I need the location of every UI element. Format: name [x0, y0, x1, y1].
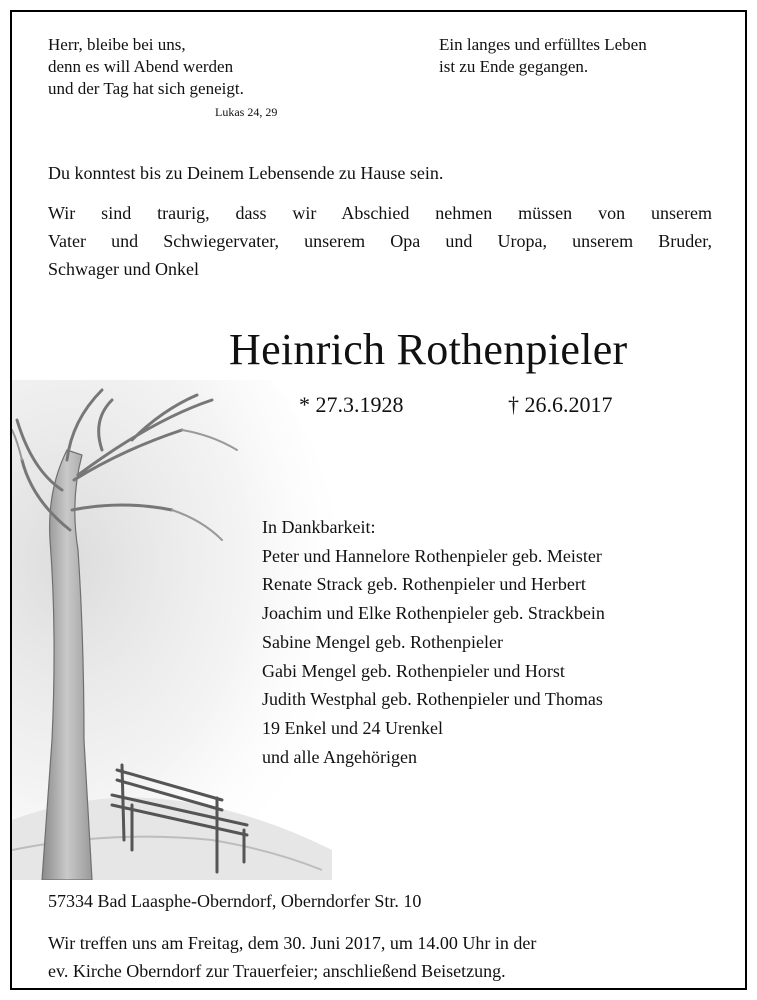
mourners-heading: In Dankbarkeit: [262, 517, 376, 537]
funeral-line: ev. Kirche Oberndorf zur Trauerfeier; anschließend Beisetzung. [48, 961, 506, 981]
mourner-line: und alle Angehörigen [262, 746, 417, 767]
obituary-notice [10, 10, 747, 990]
verse-reference: Lukas 24, 29 [215, 105, 278, 119]
verse-right-line: Ein langes und erfülltes Leben [439, 35, 647, 54]
funeral-info [48, 929, 536, 985]
mourner-line: Gabi Mengel geb. Rothenpieler und Horst [262, 660, 565, 681]
verse-right-line: ist zu Ende gegangen. [439, 57, 589, 76]
mourner-line: 19 Enkel und 24 Urenkel [262, 717, 443, 738]
death-date: † 26.6.2017 [508, 392, 613, 417]
birth-date: * 27.3.1928 [299, 392, 404, 417]
verse-left-line: und der Tag hat sich geneigt. [48, 79, 244, 98]
verse-left-line: Herr, bleibe bei uns, [48, 35, 186, 54]
intro-line: Du konntest bis zu Deinem Lebensende zu Hause sein. [48, 163, 444, 183]
verse-left-line: denn es will Abend werden [48, 57, 234, 76]
address: 57334 Bad Laasphe-Oberndorf, Oberndorfer Str. 10 [48, 891, 422, 911]
mourner-line: Judith Westphal geb. Rothenpieler und Thomas [262, 689, 603, 710]
message-line: Wir sind traurig, dass wir Abschied nehmen müssen von unserem [48, 203, 712, 223]
funeral-line: Wir treffen uns am Freitag, dem 30. Juni 2017, um 14.00 Uhr in der [48, 933, 537, 953]
deceased-name: Heinrich Rothenpieler [229, 325, 628, 374]
message-line: Vater und Schwiegervater, unserem Opa und Uropa, unserem Bruder, [48, 231, 712, 251]
message-text [48, 199, 712, 283]
message-line: Schwager und Onkel [48, 259, 199, 279]
mourners-list [262, 513, 605, 771]
verse-right [439, 34, 647, 78]
mourner-line: Sabine Mengel geb. Rothenpieler [262, 631, 503, 652]
mourner-line: Renate Strack geb. Rothenpieler und Herbert [262, 574, 586, 595]
verse-left [48, 34, 244, 100]
mourner-line: Joachim und Elke Rothenpieler geb. Strackbein [262, 603, 605, 624]
mourner-line: Peter und Hannelore Rothenpieler geb. Meister [262, 545, 602, 566]
